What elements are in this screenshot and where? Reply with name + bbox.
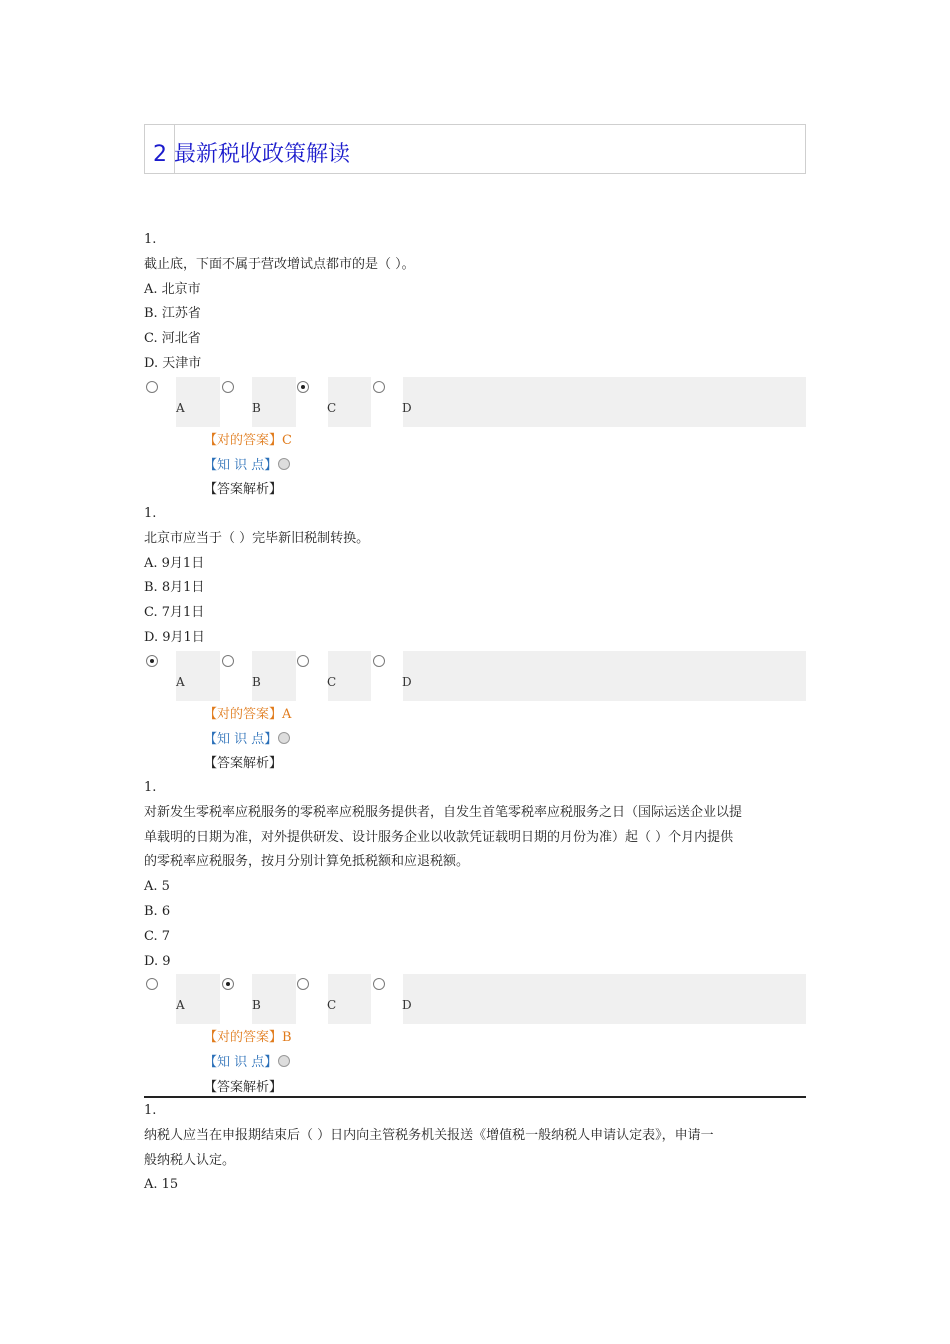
option-label-d: D <box>402 400 412 415</box>
knowledge-point: 【知 识 点】 <box>204 728 808 753</box>
answer-analysis: 【答案解析】 <box>204 482 283 498</box>
radio-option-a[interactable] <box>146 655 158 667</box>
answer-analysis: 【答案解析】 <box>204 1079 283 1095</box>
question-text-line-2: 般纳税人认定。 <box>144 1152 236 1168</box>
option-label-d: D <box>402 674 412 689</box>
option-d-text: D. 9月1日 <box>144 629 205 645</box>
radio-option-c[interactable] <box>297 381 309 393</box>
answer-options-bar <box>144 974 806 1024</box>
option-c-text: C. 7 <box>144 928 171 944</box>
option-a-text: A. 9月1日 <box>144 555 205 571</box>
option-c-text: C. 7月1日 <box>144 605 205 621</box>
question-block <box>144 228 808 503</box>
question-text-line-3: 的零税率应税服务，按月分别计算免抵税额和应退税额。 <box>144 854 470 870</box>
option-label-c: C <box>327 998 337 1013</box>
option-label-b: B <box>252 400 261 415</box>
option-label-a: A <box>176 400 185 415</box>
answer-options-bar <box>144 377 806 427</box>
option-d-text: D. 天津市 <box>144 355 202 371</box>
option-c-text: C. 河北省 <box>144 331 201 347</box>
option-b-text: B. 江苏省 <box>144 306 201 322</box>
knowledge-icon[interactable] <box>278 732 290 744</box>
correct-answer-value: A <box>282 706 292 722</box>
option-b-text: B. 8月1日 <box>144 580 205 596</box>
question-number: 1. <box>144 780 157 795</box>
radio-option-b[interactable] <box>222 381 234 393</box>
knowledge-point: 【知 识 点】 <box>204 454 808 479</box>
radio-option-d[interactable] <box>373 381 385 393</box>
answer-block <box>204 429 808 503</box>
question-number: 1. <box>144 1103 157 1118</box>
question-number: 1. <box>144 506 157 521</box>
answer-analysis: 【答案解析】 <box>204 756 283 772</box>
option-label-c: C <box>327 400 337 415</box>
question-text-line-1: 纳税人应当在申报期结束后（ ）日内向主管税务机关报送《增值税一般纳税人申请认定表》，申请一 <box>144 1127 714 1143</box>
question-text-line-1: 对新发生零税率应税服务的零税率应税服务提供者，自发生首笔零税率应税服务之日（国际运送企业以提 <box>144 804 743 820</box>
option-label-a: A <box>176 998 185 1013</box>
radio-option-d[interactable] <box>373 655 385 667</box>
answer-block <box>204 1026 808 1100</box>
option-label-c: C <box>327 674 337 689</box>
question-number: 1. <box>144 232 157 247</box>
section-title-box <box>144 124 806 174</box>
option-a-text: A. 5 <box>144 879 170 895</box>
question-text: 北京市应当于（ ）完毕新旧税制转换。 <box>144 530 370 546</box>
section-title: 2 最新税收政策解读 <box>153 142 350 167</box>
question-text-line-2: 单载明的日期为准，对外提供研发、设计服务企业以收款凭证载明日期的月份为准）起（ ）个月内提供 <box>144 829 734 845</box>
option-b-text: B. 6 <box>144 903 171 919</box>
question-text: 截止底，下面不属于营改增试点都市的是（ ）。 <box>144 256 415 272</box>
answer-options-bar <box>144 651 806 701</box>
question-block <box>144 1099 808 1198</box>
correct-answer: 【对的答案】B <box>204 1030 292 1046</box>
option-a-text: A. 北京市 <box>144 281 201 297</box>
option-label-b: B <box>252 998 261 1013</box>
option-label-b: B <box>252 674 261 689</box>
option-label-d: D <box>402 998 412 1013</box>
correct-answer-value: B <box>282 1030 292 1046</box>
radio-option-a[interactable] <box>146 381 158 393</box>
radio-option-c[interactable] <box>297 655 309 667</box>
divider-line <box>144 1096 806 1098</box>
radio-option-b[interactable] <box>222 655 234 667</box>
knowledge-icon[interactable] <box>278 458 290 470</box>
correct-answer: 【对的答案】C <box>204 432 292 448</box>
option-label-a: A <box>176 674 185 689</box>
knowledge-point: 【知 识 点】 <box>204 1051 808 1076</box>
answer-block <box>204 703 808 777</box>
question-block <box>144 776 808 1101</box>
question-block <box>144 502 808 777</box>
option-d-text: D. 9 <box>144 953 171 969</box>
correct-answer-value: C <box>282 432 292 448</box>
knowledge-icon[interactable] <box>278 1055 290 1067</box>
option-a-text: A. 15 <box>144 1177 179 1193</box>
correct-answer: 【对的答案】A <box>204 706 292 722</box>
